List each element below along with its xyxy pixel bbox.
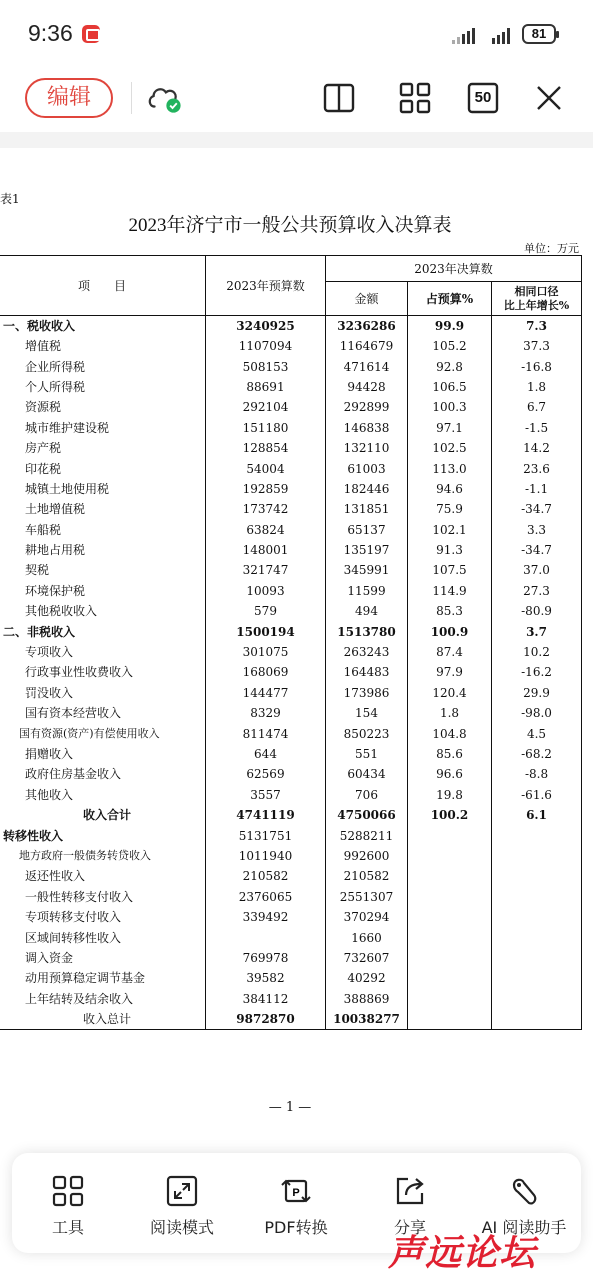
cell-item: 罚没收入: [0, 683, 206, 703]
cell-pct: 1.8: [408, 703, 492, 723]
cell-item: 捐赠收入: [0, 744, 206, 764]
table-row: [0, 948, 582, 968]
toolbar-divider: [131, 82, 132, 114]
cell-budget: 10093: [206, 581, 326, 601]
table-row: [0, 397, 582, 417]
cell-item: 政府住房基金收入: [0, 764, 206, 784]
pdf-convert-label: PDF转换: [264, 1218, 328, 1237]
table-row: [0, 458, 582, 478]
cell-pct: 106.5: [408, 377, 492, 397]
cell-budget: 144477: [206, 683, 326, 703]
table-row: [0, 621, 582, 641]
tools-label: 工具: [51, 1218, 84, 1237]
cell-pct: 107.5: [408, 560, 492, 580]
cell-amount: 345991: [326, 560, 408, 580]
split-view-icon[interactable]: [321, 80, 357, 116]
page-count-text: 50: [474, 89, 492, 106]
cell-pct: 104.8: [408, 723, 492, 743]
cell-growth: 27.3: [492, 581, 582, 601]
cell-pct: [408, 927, 492, 947]
cell-amount: 2551307: [326, 887, 408, 907]
table-row: [0, 683, 582, 703]
cell-budget: 8329: [206, 703, 326, 723]
table-row: [0, 418, 582, 438]
cell-pct: [408, 968, 492, 988]
page-count-badge[interactable]: [465, 80, 501, 116]
cell-growth: 3.7: [492, 621, 582, 641]
cell-item: 一、税收收入: [0, 316, 206, 337]
cell-item: 上年结转及结余收入: [0, 989, 206, 1009]
share-label: 分享: [393, 1218, 426, 1237]
cell-amount: 263243: [326, 642, 408, 662]
cell-item: 土地增值税: [0, 499, 206, 519]
cell-pct: 100.3: [408, 397, 492, 417]
cell-pct: 100.2: [408, 805, 492, 825]
cell-pct: [408, 948, 492, 968]
cell-item: 资源税: [0, 397, 206, 417]
cell-amount: 94428: [326, 377, 408, 397]
table-row: [0, 805, 582, 825]
cell-amount: 732607: [326, 948, 408, 968]
cell-growth: -1.1: [492, 479, 582, 499]
close-icon[interactable]: [531, 80, 567, 116]
cell-item: 房产税: [0, 438, 206, 458]
cell-growth: 1.8: [492, 377, 582, 397]
thumbnail-grid-icon[interactable]: [397, 80, 433, 116]
cell-pct: 99.9: [408, 316, 492, 337]
cell-item: 专项转移支付收入: [0, 907, 206, 927]
cell-amount: 131851: [326, 499, 408, 519]
cell-growth: [492, 1009, 582, 1030]
cell-pct: [408, 825, 492, 845]
cell-budget: 5131751: [206, 825, 326, 845]
cell-amount: 850223: [326, 723, 408, 743]
cell-amount: 146838: [326, 418, 408, 438]
cell-amount: 4750066: [326, 805, 408, 825]
cell-budget: 1011940: [206, 846, 326, 866]
table-row: [0, 1009, 582, 1030]
cell-pct: 87.4: [408, 642, 492, 662]
cell-growth: -8.8: [492, 764, 582, 784]
cell-growth: -34.7: [492, 540, 582, 560]
cell-item: 国有资本经营收入: [0, 703, 206, 723]
cell-pct: 102.1: [408, 520, 492, 540]
top-toolbar: [0, 68, 593, 130]
header-growth-line2: 比上年增长%: [503, 298, 570, 312]
tools-button[interactable]: [18, 1175, 118, 1238]
cell-pct: 100.9: [408, 621, 492, 641]
cell-budget: 3240925: [206, 316, 326, 337]
table-row: [0, 825, 582, 845]
cell-growth: 23.6: [492, 458, 582, 478]
cell-budget: 151180: [206, 418, 326, 438]
cell-pct: 92.8: [408, 356, 492, 376]
cell-growth: [492, 927, 582, 947]
cell-pct: [408, 907, 492, 927]
table-body: [0, 316, 582, 1030]
cell-item: 其他税收收入: [0, 601, 206, 621]
cell-growth: 3.3: [492, 520, 582, 540]
share-icon: [394, 1175, 426, 1207]
pdf-convert-icon: [280, 1175, 312, 1207]
cell-amount: 1660: [326, 927, 408, 947]
table-row: [0, 438, 582, 458]
cell-amount: 494: [326, 601, 408, 621]
cell-budget: 811474: [206, 723, 326, 743]
cell-growth: 14.2: [492, 438, 582, 458]
cell-budget: 2376065: [206, 887, 326, 907]
header-growth-line1: 相同口径: [514, 284, 559, 298]
table-row: [0, 520, 582, 540]
cell-budget: 128854: [206, 438, 326, 458]
cell-item: 国有资源(资产)有偿使用收入: [0, 723, 206, 743]
cell-budget: 3557: [206, 785, 326, 805]
cell-pct: 75.9: [408, 499, 492, 519]
cell-item: 契税: [0, 560, 206, 580]
cell-amount: 210582: [326, 866, 408, 886]
cell-growth: [492, 846, 582, 866]
cell-budget: 62569: [206, 764, 326, 784]
table-row: [0, 846, 582, 866]
cell-item: 环境保护税: [0, 581, 206, 601]
header-amount: 金额: [326, 282, 408, 316]
cell-pct: 113.0: [408, 458, 492, 478]
cell-growth: [492, 968, 582, 988]
cell-growth: [492, 948, 582, 968]
svg-text:P: P: [292, 1187, 300, 1199]
cell-item: 行政事业性收费收入: [0, 662, 206, 682]
cell-item: 一般性转移支付收入: [0, 887, 206, 907]
table-row: [0, 642, 582, 662]
page-separator: [0, 132, 593, 148]
cell-amount: 1513780: [326, 621, 408, 641]
cell-budget: 301075: [206, 642, 326, 662]
cell-pct: [408, 1009, 492, 1030]
cell-pct: [408, 887, 492, 907]
cell-budget: 63824: [206, 520, 326, 540]
cell-amount: 182446: [326, 479, 408, 499]
edit-button[interactable]: 编辑: [25, 78, 113, 118]
cell-growth: 29.9: [492, 683, 582, 703]
cell-amount: 5288211: [326, 825, 408, 845]
cell-growth: 37.0: [492, 560, 582, 580]
cell-budget: 579: [206, 601, 326, 621]
table-row: [0, 703, 582, 723]
cell-growth: 6.1: [492, 805, 582, 825]
reading-mode-button[interactable]: [132, 1175, 232, 1238]
expand-icon: [166, 1175, 198, 1207]
table-row: [0, 785, 582, 805]
table-row: [0, 907, 582, 927]
cell-item: 调入资金: [0, 948, 206, 968]
header-budget: 2023年预算数: [206, 256, 326, 316]
cell-amount: 3236286: [326, 316, 408, 337]
cell-item: 增值税: [0, 336, 206, 356]
cell-item: 专项收入: [0, 642, 206, 662]
table-label: 表1: [0, 192, 20, 206]
table-row: [0, 560, 582, 580]
table-row: [0, 764, 582, 784]
cell-pct: 85.3: [408, 601, 492, 621]
table-row: [0, 927, 582, 947]
cell-item: 车船税: [0, 520, 206, 540]
header-item: 项 目: [0, 256, 206, 316]
cell-item: 区域间转移性收入: [0, 927, 206, 947]
cell-pct: 94.6: [408, 479, 492, 499]
table-row: [0, 887, 582, 907]
table-row: [0, 499, 582, 519]
table-row: [0, 316, 582, 337]
cell-budget: 173742: [206, 499, 326, 519]
cell-item: 地方政府一般债务转贷收入: [0, 846, 206, 866]
cell-pct: 91.3: [408, 540, 492, 560]
cell-item: 耕地占用税: [0, 540, 206, 560]
cell-budget: 1107094: [206, 336, 326, 356]
table-row: [0, 662, 582, 682]
cell-growth: -98.0: [492, 703, 582, 723]
cell-budget: 508153: [206, 356, 326, 376]
cell-growth: -1.5: [492, 418, 582, 438]
cell-budget: 88691: [206, 377, 326, 397]
cell-budget: 292104: [206, 397, 326, 417]
signal-icon-2: [492, 26, 510, 44]
cell-growth: [492, 866, 582, 886]
cell-budget: 210582: [206, 866, 326, 886]
cell-pct: [408, 989, 492, 1009]
reading-mode-label: 阅读模式: [149, 1218, 214, 1237]
cloud-sync-icon[interactable]: [146, 80, 182, 116]
cell-budget: 168069: [206, 662, 326, 682]
cell-item: 收入总计: [0, 1009, 206, 1030]
signal-icon: [452, 26, 475, 44]
page-number: — 1 —: [268, 1100, 312, 1115]
ai-assistant-label: AI 阅读助手: [481, 1218, 567, 1237]
grid-tools-icon: [52, 1175, 84, 1207]
cell-amount: 370294: [326, 907, 408, 927]
cell-budget: 4741119: [206, 805, 326, 825]
cell-growth: 10.2: [492, 642, 582, 662]
cell-pct: 19.8: [408, 785, 492, 805]
cell-item: 企业所得税: [0, 356, 206, 376]
cell-budget: 339492: [206, 907, 326, 927]
cell-pct: 120.4: [408, 683, 492, 703]
cell-item: 动用预算稳定调节基金: [0, 968, 206, 988]
document-page: [0, 148, 593, 1138]
cell-pct: 102.5: [408, 438, 492, 458]
cell-budget: 148001: [206, 540, 326, 560]
cell-amount: 154: [326, 703, 408, 723]
cell-item: 印花税: [0, 458, 206, 478]
status-time: 9:36: [28, 20, 73, 46]
cell-pct: 114.9: [408, 581, 492, 601]
cell-growth: -16.8: [492, 356, 582, 376]
cell-growth: [492, 989, 582, 1009]
status-bar: [0, 0, 593, 68]
cell-budget: 1500194: [206, 621, 326, 641]
cell-item: 二、非税收入: [0, 621, 206, 641]
cell-amount: 992600: [326, 846, 408, 866]
cell-amount: 65137: [326, 520, 408, 540]
cell-amount: 1164679: [326, 336, 408, 356]
cell-pct: 105.2: [408, 336, 492, 356]
unit-label: 单位：万元: [524, 242, 579, 255]
cell-item: 返还性收入: [0, 866, 206, 886]
cell-amount: 40292: [326, 968, 408, 988]
table-row: [0, 581, 582, 601]
cell-budget: 384112: [206, 989, 326, 1009]
table-row: [0, 356, 582, 376]
cell-item: 城镇土地使用税: [0, 479, 206, 499]
cell-item: 收入合计: [0, 805, 206, 825]
cell-pct: [408, 846, 492, 866]
header-pct-budget: 占预算%: [408, 282, 492, 316]
table-row: [0, 989, 582, 1009]
cell-growth: 4.5: [492, 723, 582, 743]
table-row: [0, 377, 582, 397]
pdf-convert-button[interactable]: [246, 1175, 346, 1238]
cell-growth: -61.6: [492, 785, 582, 805]
cell-pct: 96.6: [408, 764, 492, 784]
table-row: [0, 723, 582, 743]
cell-amount: 132110: [326, 438, 408, 458]
cell-amount: 10038277: [326, 1009, 408, 1030]
budget-table: [0, 255, 582, 1030]
cell-item: 个人所得税: [0, 377, 206, 397]
cell-pct: 85.6: [408, 744, 492, 764]
cell-budget: 769978: [206, 948, 326, 968]
cell-pct: 97.1: [408, 418, 492, 438]
cell-growth: -80.9: [492, 601, 582, 621]
cell-budget: [206, 927, 326, 947]
cell-amount: 60434: [326, 764, 408, 784]
cell-growth: -68.2: [492, 744, 582, 764]
cell-growth: [492, 887, 582, 907]
document-title: 2023年济宁市一般公共预算收入决算表: [128, 215, 452, 236]
table-row: [0, 601, 582, 621]
cell-pct: [408, 866, 492, 886]
table-row: [0, 479, 582, 499]
cell-item: 城市维护建设税: [0, 418, 206, 438]
cell-pct: 97.9: [408, 662, 492, 682]
cell-amount: 173986: [326, 683, 408, 703]
cell-growth: 6.7: [492, 397, 582, 417]
cell-amount: 164483: [326, 662, 408, 682]
battery-icon: 81: [522, 24, 556, 44]
cell-amount: 11599: [326, 581, 408, 601]
cell-amount: 471614: [326, 356, 408, 376]
cell-item: 其他收入: [0, 785, 206, 805]
cell-budget: 39582: [206, 968, 326, 988]
cell-budget: 644: [206, 744, 326, 764]
ai-assistant-icon: [508, 1175, 540, 1207]
cell-budget: 321747: [206, 560, 326, 580]
cell-amount: 135197: [326, 540, 408, 560]
header-growth: [492, 282, 582, 316]
cell-growth: -16.2: [492, 662, 582, 682]
table-row: [0, 866, 582, 886]
cell-amount: 292899: [326, 397, 408, 417]
cell-item: 转移性收入: [0, 825, 206, 845]
cell-budget: 54004: [206, 458, 326, 478]
cell-budget: 192859: [206, 479, 326, 499]
cell-amount: 551: [326, 744, 408, 764]
header-final-group: 2023年决算数: [326, 256, 582, 282]
watermark-logo: 声远论坛: [388, 1233, 537, 1274]
cell-growth: 37.3: [492, 336, 582, 356]
cell-growth: -34.7: [492, 499, 582, 519]
cell-amount: 388869: [326, 989, 408, 1009]
table-row: [0, 968, 582, 988]
cell-amount: 706: [326, 785, 408, 805]
notification-icon: [82, 25, 100, 43]
table-row: [0, 336, 582, 356]
cell-growth: 7.3: [492, 316, 582, 337]
cell-growth: [492, 907, 582, 927]
table-row: [0, 540, 582, 560]
cell-amount: 61003: [326, 458, 408, 478]
cell-budget: 9872870: [206, 1009, 326, 1030]
table-row: [0, 744, 582, 764]
cell-growth: [492, 825, 582, 845]
